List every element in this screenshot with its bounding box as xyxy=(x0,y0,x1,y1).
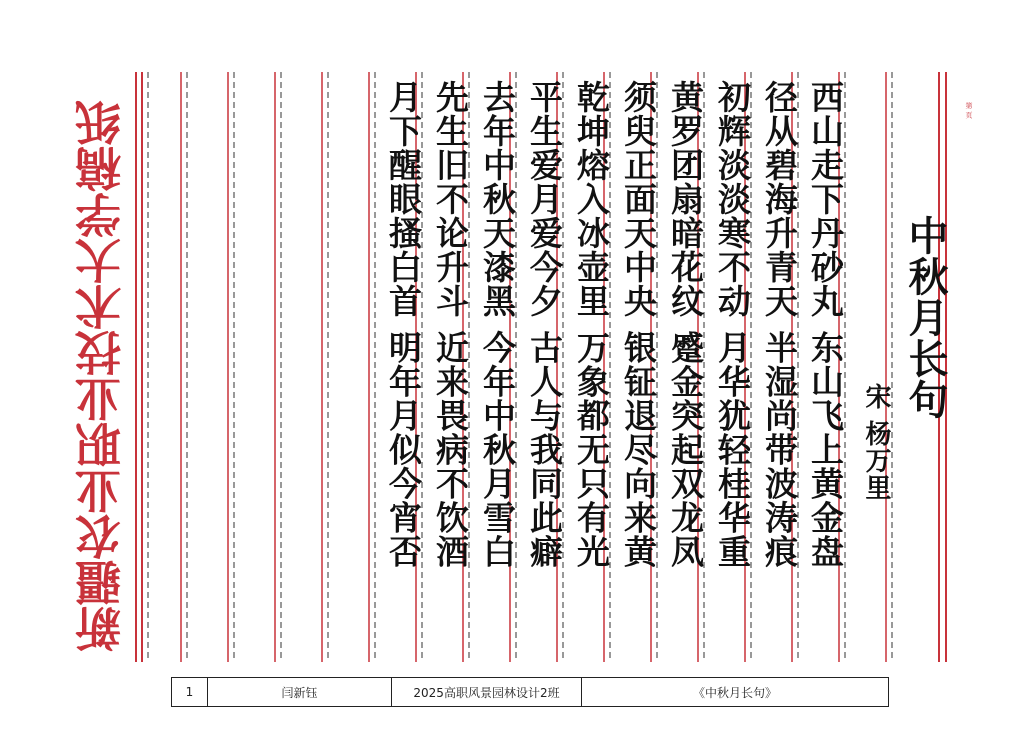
footer-number: 1 xyxy=(172,678,208,706)
poem-line: 去年中秋天漆黑 今年中秋月雪白 xyxy=(478,80,517,569)
paper-title: 新疆农业职业技术大学稿纸 xyxy=(74,100,128,652)
poem-line: 西山走下丹砂丸 东山飞上黄金盘 xyxy=(806,80,845,569)
poem-line: 黄罗团扇暗花纹 蹙金突起双龙凤 xyxy=(666,80,705,569)
poem-line: 乾坤熔入冰壶里 万象都无只有光 xyxy=(572,80,611,569)
poem-line: 月下醒眼搔白首 明年月似今宵否 xyxy=(384,80,423,569)
page-mark: 第 页 xyxy=(965,102,973,119)
footer-name: 闫新钰 xyxy=(208,678,392,706)
poem-line: 初辉淡淡寒不动 月华犹轻桂华重 xyxy=(713,80,752,569)
poem-line: 须臾正面天中央 银钲退尽向来黄 xyxy=(619,80,658,569)
footer-class: 2025高职风景园林设计2班 xyxy=(392,678,582,706)
poem-line: 先生旧不论升斗 近来畏病不饮酒 xyxy=(431,80,470,569)
poem-author: 宋 杨万里 xyxy=(861,383,891,502)
poem-title: 中秋月长句 xyxy=(902,215,949,420)
poem-line: 径从碧海升青天 半湿尚带波涛痕 xyxy=(760,80,799,569)
footer-info-table xyxy=(171,677,889,707)
footer-work-title: 《中秋月长句》 xyxy=(692,685,777,700)
poem-line: 平生爱月爱今夕 古人与我同此癖 xyxy=(525,80,564,569)
